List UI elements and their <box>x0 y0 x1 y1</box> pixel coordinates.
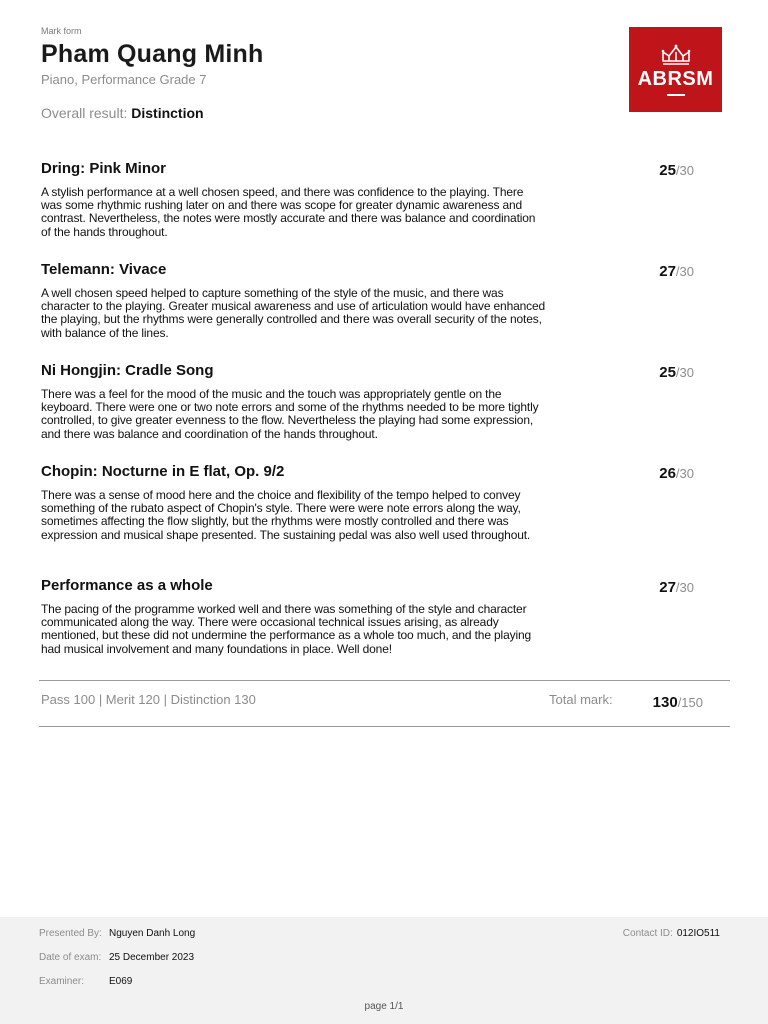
piece-title: Performance as a whole <box>41 577 213 594</box>
piece-title: Chopin: Nocturne in E flat, Op. 9/2 <box>41 463 285 480</box>
piece-section-4 <box>41 463 696 542</box>
total-mark <box>653 694 703 711</box>
piece-mark <box>659 263 694 280</box>
piece-mark <box>659 465 694 482</box>
piece-mark <box>659 364 694 381</box>
crown-icon <box>659 44 693 66</box>
examiner-value: E069 <box>109 976 133 987</box>
mark-form-header <box>41 26 601 121</box>
piece-comment: A stylish performance at a well chosen speed, and there was confidence to the playing. There was some rhythmic rushing later on and there was scope for greater dynamic awareness and contrast. Nevertheless, the notes were mostly accurate and there was balance and coordination of the hands throughout. <box>41 185 536 239</box>
piece-section-1 <box>41 160 696 239</box>
piece-mark-out-of: /30 <box>675 580 694 595</box>
totals-row <box>41 692 703 714</box>
piece-section-3 <box>41 362 696 441</box>
piece-mark-value: 27 <box>659 263 676 280</box>
overall-result-label: Overall result: <box>41 105 128 121</box>
piece-mark-value: 26 <box>659 465 676 482</box>
exam-date-value: 25 December 2023 <box>109 952 195 963</box>
abrsm-logo <box>629 27 722 112</box>
contact-id-value: 012IO511 <box>676 928 720 939</box>
presented-by-row <box>39 928 195 939</box>
page-number: page 1/1 <box>364 1001 404 1012</box>
total-mark-out-of: /150 <box>677 695 703 710</box>
totals-top-divider <box>39 680 730 681</box>
piece-title: Ni Hongjin: Cradle Song <box>41 362 214 379</box>
piece-comment: A well chosen speed helped to capture something of the style of the music, and there was character to the playing. Greater musical awareness and use of articulation would have enhanced the playing, but the rhythms were generally controlled and there was overall security of the notes, with balance of the lines. <box>41 286 546 340</box>
total-mark-label: Total mark: <box>549 692 613 707</box>
candidate-name: Pham Quang Minh <box>41 40 264 68</box>
presented-by-label: Presented By: <box>39 928 102 939</box>
piece-section-5 <box>41 577 696 656</box>
exam-subject: Piano, Performance Grade 7 <box>41 72 207 87</box>
piece-mark-value: 27 <box>659 579 676 596</box>
footer <box>0 917 768 1024</box>
piece-mark-value: 25 <box>659 162 676 179</box>
piece-title: Telemann: Vivace <box>41 261 167 278</box>
piece-title: Dring: Pink Minor <box>41 160 166 177</box>
totals-bottom-divider <box>39 726 730 727</box>
total-mark-value: 130 <box>652 694 678 711</box>
overall-result <box>41 105 601 121</box>
piece-mark-out-of: /30 <box>675 365 694 380</box>
piece-mark <box>659 579 694 596</box>
overall-result-value: Distinction <box>131 105 204 121</box>
piece-mark-value: 25 <box>659 364 676 381</box>
logo-underline <box>667 94 685 96</box>
piece-mark-out-of: /30 <box>675 466 694 481</box>
form-kind-label: Mark form <box>41 26 82 36</box>
piece-mark-out-of: /30 <box>675 163 694 178</box>
piece-comment: There was a sense of mood here and the choice and flexibility of the tempo helped to convey something of the rubato aspect of Chopin's style. There were were note errors along the way, sometimes affecting the flow slightly, but the rhythms were mostly controlled and there was expression and musical shape presented. The sustaining pedal was also well used throughout. <box>41 488 531 542</box>
presented-by-value: Nguyen Danh Long <box>109 928 196 939</box>
exam-date-row <box>39 952 194 963</box>
grade-thresholds: Pass 100 | Merit 120 | Distinction 130 <box>41 692 256 707</box>
examiner-row <box>39 976 132 987</box>
exam-date-label: Date of exam: <box>39 952 102 963</box>
piece-comment: The pacing of the programme worked well and there was something of the style and character communicated along the way. There were occasional technical issues arising, as already mentioned, but these did not undermine the performance as a whole too much, and the playing had musical involvement and many foundations in place. Well done! <box>41 602 532 656</box>
abrsm-logo-text: ABRSM <box>637 67 714 90</box>
piece-section-2 <box>41 261 696 340</box>
contact-id <box>623 928 720 939</box>
piece-comment: There was a feel for the mood of the music and the touch was appropriately gentle on the keyboard. There were one or two note errors and some of the rhythms needed to be more tightly controlled, to give greater evenness to the flow. Nevertheless the playing had some expression, and there was balance and coordination of the hands throughout. <box>41 387 539 441</box>
piece-mark-out-of: /30 <box>675 264 694 279</box>
contact-id-label: Contact ID: <box>622 928 673 939</box>
examiner-label: Examiner: <box>39 976 85 987</box>
piece-mark <box>659 162 694 179</box>
